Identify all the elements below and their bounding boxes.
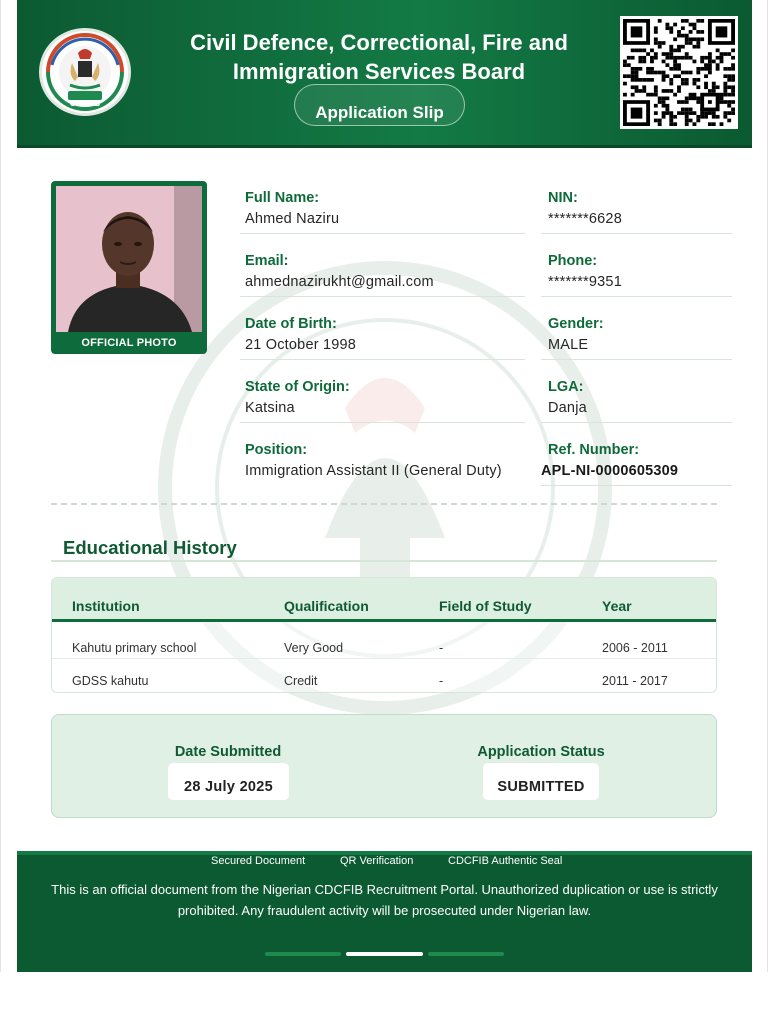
footer-indicator [428,952,504,956]
submission-status-panel [51,714,717,818]
cell-field-of-study: - [439,674,444,688]
footer-tag-authentic-seal: CDCFIB Authentic Seal [448,855,563,867]
full-name-label: Full Name: [245,190,320,206]
official-photo-frame [51,181,207,354]
field-email [240,250,525,297]
gender-label: Gender: [548,316,604,332]
dob-value: 21 October 1998 [245,337,357,353]
cell-qualification: Very Good [284,641,344,655]
photo-caption: OFFICIAL PHOTO [81,337,177,349]
phone-value: *******9351 [548,274,622,290]
cdcfib-logo [39,28,131,116]
ref-value: APL-NI-0000605309 [541,463,679,479]
field-state-of-origin [240,376,525,423]
footer-indicator-active [346,952,423,956]
lga-label: LGA: [548,379,584,395]
table-header [52,578,716,622]
cell-year: 2011 - 2017 [602,674,668,688]
qr-code-icon [623,19,735,126]
position-label: Position: [245,442,308,458]
dob-label: Date of Birth: [245,316,337,332]
email-value: ahmednazirukht@gmail.com [245,274,434,290]
footer-tag-qr-verification: QR Verification [340,855,414,867]
footer-indicator [265,952,341,956]
header-banner [17,0,752,148]
position-value: Immigration Assistant II (General Duty) [245,463,502,479]
date-submitted-label: Date Submitted [174,744,282,760]
footer-banner [17,851,752,972]
board-title: Civil Defence, Correctional, Fire and Immigration Services Board [190,30,568,84]
state-label: State of Origin: [245,379,350,395]
qr-code[interactable] [620,16,738,129]
footer-tag-secured-document: Secured Document [211,855,306,867]
heading-underline [51,560,717,562]
nin-value: *******6628 [548,211,622,227]
col-field-of-study: Field of Study [439,598,532,614]
application-status-label: Application Status [477,744,605,760]
col-year: Year [602,598,632,614]
cell-institution: GDSS kahutu [72,674,149,688]
field-position [240,439,525,486]
footer-disclaimer: This is an official document from the Nigerian CDCFIB Recruitment Portal. Unauthorized duplication or use is strictly prohibited. Any fraudulent activity will be prosecuted under Nigerian law. [51,882,718,918]
date-submitted-value: 28 July 2025 [168,763,289,800]
section-divider [51,503,717,505]
applicant-portrait-icon [56,186,202,332]
phone-label: Phone: [548,253,598,269]
cell-field-of-study: - [439,641,444,655]
cell-year: 2006 - 2011 [602,641,668,655]
logo-caption: CDCFIB [69,99,101,108]
field-ref-number [541,439,732,486]
col-institution: Institution [72,598,140,614]
field-gender [541,313,732,360]
field-date-of-birth [240,313,525,360]
field-nin [541,187,732,234]
educational-history-heading: Educational History [63,537,237,558]
ref-label: Ref. Number: [548,442,640,458]
state-value: Katsina [245,400,295,416]
cell-institution: Kahutu primary school [72,641,197,655]
col-qualification: Qualification [284,598,369,614]
lga-value: Danja [548,400,587,416]
email-label: Email: [245,253,289,269]
applicant-photo [56,186,202,332]
gender-value: MALE [548,337,589,353]
field-lga [541,376,732,423]
cell-qualification: Credit [284,674,318,688]
application-slip-badge: Application Slip [294,84,465,126]
field-full-name [240,187,525,234]
field-phone [541,250,732,297]
full-name-value: Ahmed Naziru [245,211,340,227]
table-row [52,625,716,659]
table-row [52,659,716,693]
application-status-badge: SUBMITTED [483,763,599,800]
nin-label: NIN: [548,190,578,206]
education-table [51,577,717,693]
